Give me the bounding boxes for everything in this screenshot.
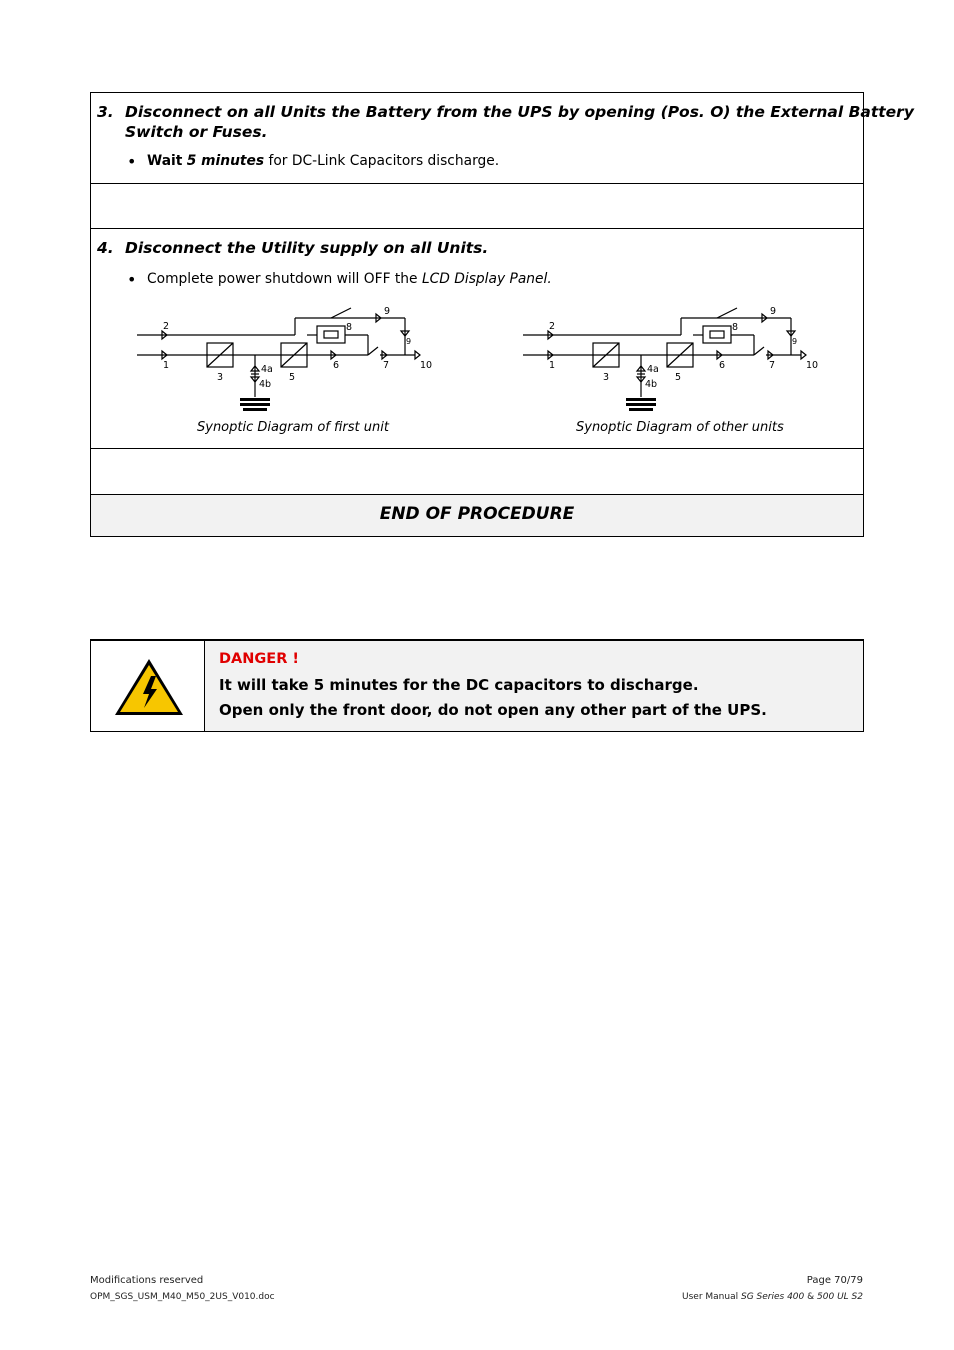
caption-other-units: Synoptic Diagram of other units [576, 420, 784, 435]
label-3: 3 [217, 372, 224, 383]
synoptic-diagram-first-unit [135, 305, 435, 415]
label-7: 7 [383, 360, 390, 371]
danger-title: DANGER ! [219, 651, 300, 667]
warning-icon-cell [91, 641, 205, 731]
label-8: 8 [732, 322, 739, 333]
label-4b: 4b [259, 379, 272, 390]
footer-manual-title [682, 1292, 863, 1302]
footer-manual-prefix: User Manual [682, 1292, 739, 1302]
step-4-number: 4. [97, 239, 114, 257]
label-7: 7 [769, 360, 776, 371]
caption-first-unit: Synoptic Diagram of first unit [197, 420, 389, 435]
footer-filename: OPM_SGS_USM_M40_M50_2US_V010.doc [90, 1292, 275, 1302]
footer-ampersand: & [807, 1292, 815, 1302]
synoptic-diagram-other-units [521, 305, 821, 415]
label-9: 9 [770, 306, 777, 317]
label-3: 3 [603, 372, 610, 383]
label-2: 2 [163, 321, 170, 332]
step-3-number: 3. [97, 103, 114, 121]
spacer-row-2 [90, 448, 864, 494]
step-4-box [90, 228, 864, 448]
label-9b: 9 [792, 337, 798, 346]
label-6: 6 [333, 360, 340, 371]
step-3-bullet-rest: for DC-Link Capacitors discharge. [268, 153, 500, 169]
bullet-dot: • [127, 152, 137, 171]
label-1: 1 [549, 360, 556, 371]
label-4b: 4b [645, 379, 658, 390]
step-3-bullet-bold: Wait [147, 153, 183, 169]
label-10: 10 [806, 360, 819, 371]
label-9b: 9 [406, 337, 412, 346]
label-5: 5 [675, 372, 682, 383]
footer-series-500: 500 UL S2 [817, 1292, 863, 1302]
label-4a: 4a [647, 364, 659, 375]
warning-text-cell [205, 641, 863, 731]
step-3-line-2: Switch or Fuses. [125, 123, 268, 141]
step-4-bullet-text: Complete power shutdown will OFF the [147, 271, 418, 287]
label-6: 6 [719, 360, 726, 371]
step-4-bullet [147, 271, 552, 287]
danger-line-2: Open only the front door, do not open any other part of the UPS. [219, 701, 767, 719]
footer-modifications: Modifications reserved [90, 1275, 204, 1286]
bullet-dot: • [127, 270, 137, 289]
high-voltage-warning-icon [113, 656, 185, 718]
danger-line-1: It will take 5 minutes for the DC capacitors to discharge. [219, 676, 699, 694]
label-4a: 4a [261, 364, 273, 375]
footer-series-400: SG Series 400 [741, 1292, 805, 1302]
step-4-bullet-italic: LCD Display Panel. [421, 271, 552, 287]
label-5: 5 [289, 372, 296, 383]
spacer-row-1 [90, 183, 864, 228]
end-of-procedure-row [90, 494, 864, 537]
step-3-line-1: Disconnect on all Units the Battery from the UPS by opening (Pos. O) the External Battery [125, 103, 914, 121]
step-3-bullet-bold-italic: 5 minutes [186, 153, 265, 169]
label-1: 1 [163, 360, 170, 371]
step-3-box [90, 92, 914, 183]
label-8: 8 [346, 322, 353, 333]
step-4-title: Disconnect the Utility supply on all Units. [125, 239, 489, 257]
footer-page-number: Page 70/79 [806, 1275, 863, 1286]
danger-warning-box [90, 639, 864, 732]
end-of-procedure-text: END OF PROCEDURE [379, 504, 575, 524]
label-2: 2 [549, 321, 556, 332]
step-3-bullet [147, 153, 499, 169]
label-9: 9 [384, 306, 391, 317]
label-10: 10 [420, 360, 433, 371]
